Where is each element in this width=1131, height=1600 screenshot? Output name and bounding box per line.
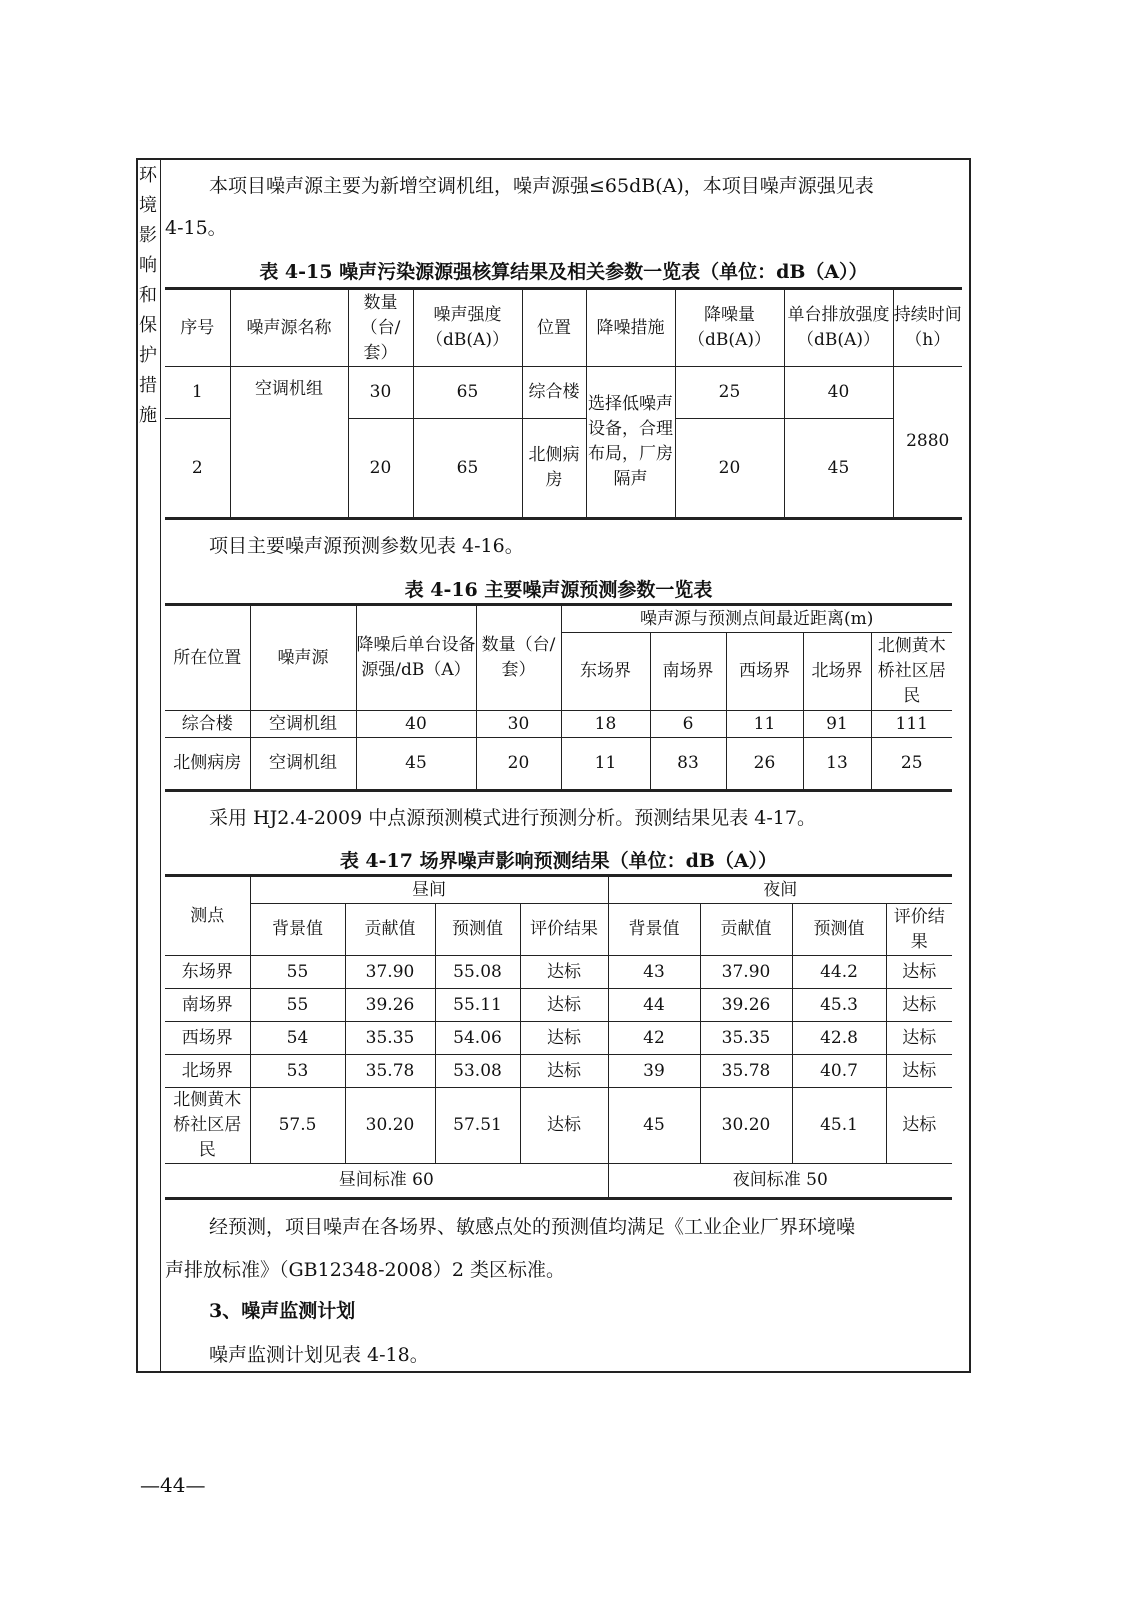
intro-line1: 本项目噪声源主要为新增空调机组，噪声源强≤65dB(A)，本项目噪声源强见表 <box>209 175 874 197</box>
header-cell: 测点 <box>165 876 250 956</box>
cell: 11 <box>726 711 803 738</box>
table-4-15-caption: 表 4-15 噪声污染源源强核算结果及相关参数一览表（单位：dB（A）） <box>259 261 868 283</box>
header-cell: 北场界 <box>803 633 871 711</box>
cell: 30.20 <box>345 1088 435 1164</box>
cell: 综合楼 <box>522 367 586 419</box>
table-4-16 <box>165 603 952 792</box>
header-cell: 背景值 <box>250 904 345 956</box>
side-char: 境 <box>139 195 157 216</box>
cell: 30 <box>476 711 561 738</box>
cell: 55 <box>250 956 345 989</box>
table-4-15 <box>165 287 962 520</box>
cell: 13 <box>803 738 871 791</box>
cell: 55.11 <box>435 989 520 1022</box>
header-cell: 预测值 <box>435 904 520 956</box>
cell: 26 <box>726 738 803 791</box>
cell: 57.51 <box>435 1088 520 1164</box>
cell: 达标 <box>520 1055 608 1088</box>
cell: 40.7 <box>792 1055 886 1088</box>
day-standard: 昼间标准 60 <box>165 1164 608 1199</box>
header-cell: 夜间 <box>608 876 952 904</box>
side-char: 措 <box>139 375 157 396</box>
cell: 55 <box>250 989 345 1022</box>
cell: 达标 <box>886 1022 952 1055</box>
cell: 37.90 <box>345 956 435 989</box>
cell: 39.26 <box>345 989 435 1022</box>
table-4-17-caption: 表 4-17 场界噪声影响预测结果（单位：dB（A）） <box>339 850 778 872</box>
point-cell: 东场界 <box>165 956 250 989</box>
side-char: 保 <box>139 315 157 336</box>
point-cell: 西场界 <box>165 1022 250 1055</box>
header-cell: 噪声源 <box>250 605 356 711</box>
cell: 2880 <box>893 367 962 519</box>
cell: 45.3 <box>792 989 886 1022</box>
cell: 45 <box>356 738 476 791</box>
cell: 35.35 <box>345 1022 435 1055</box>
cell: 达标 <box>520 956 608 989</box>
cell: 1 <box>165 367 230 419</box>
section-side-label <box>138 160 161 1371</box>
table-row <box>165 989 952 1022</box>
cell: 35.78 <box>700 1055 792 1088</box>
cell: 39.26 <box>700 989 792 1022</box>
side-char: 影 <box>139 225 157 246</box>
cell: 35.35 <box>700 1022 792 1055</box>
cell: 25 <box>871 738 952 791</box>
header-cell: 东场界 <box>561 633 650 711</box>
header-cell: 单台排放强度（dB(A)） <box>784 289 893 367</box>
cell: 65 <box>413 367 522 419</box>
header-cell: 数量（台/套） <box>476 605 561 711</box>
cell: 18 <box>561 711 650 738</box>
header-cell: 序号 <box>165 289 230 367</box>
cell: 综合楼 <box>165 711 250 738</box>
cell: 111 <box>871 711 952 738</box>
cell: 空调机组 <box>230 367 348 519</box>
cell: 11 <box>561 738 650 791</box>
header-cell: 持续时间（h） <box>893 289 962 367</box>
side-char: 环 <box>139 165 157 186</box>
cell: 达标 <box>520 1088 608 1164</box>
cell: 53.08 <box>435 1055 520 1088</box>
header-cell: 评价结果 <box>520 904 608 956</box>
cell: 65 <box>413 419 522 519</box>
side-char: 和 <box>139 285 157 306</box>
cell: 达标 <box>886 1055 952 1088</box>
cell: 20 <box>348 419 413 519</box>
cell: 达标 <box>520 989 608 1022</box>
cell: 57.5 <box>250 1088 345 1164</box>
paragraph-line2: 声排放标准》（GB12348-2008）2 类区标准。 <box>165 1259 565 1281</box>
cell: 44 <box>608 989 700 1022</box>
side-char: 响 <box>139 255 157 276</box>
header-cell: 贡献值 <box>345 904 435 956</box>
cell: 91 <box>803 711 871 738</box>
cell: 44.2 <box>792 956 886 989</box>
paragraph: 噪声监测计划见表 4-18。 <box>209 1344 429 1366</box>
cell: 达标 <box>886 989 952 1022</box>
header-cell: 北侧黄木桥社区居民 <box>871 633 952 711</box>
cell: 37.90 <box>700 956 792 989</box>
cell: 45.1 <box>792 1088 886 1164</box>
cell: 54.06 <box>435 1022 520 1055</box>
cell: 20 <box>476 738 561 791</box>
cell: 30.20 <box>700 1088 792 1164</box>
cell: 35.78 <box>345 1055 435 1088</box>
cell: 53 <box>250 1055 345 1088</box>
header-cell: 噪声强度（dB(A)） <box>413 289 522 367</box>
side-char: 护 <box>139 345 157 366</box>
cell: 54 <box>250 1022 345 1055</box>
table-row <box>165 711 952 738</box>
point-cell: 北场界 <box>165 1055 250 1088</box>
intro-line2: 4-15。 <box>165 217 227 239</box>
header-cell: 噪声源与预测点间最近距离(m) <box>561 605 952 633</box>
page-number: —44— <box>140 1473 206 1497</box>
paragraph: 项目主要噪声源预测参数见表 4-16。 <box>209 535 524 557</box>
point-cell: 南场界 <box>165 989 250 1022</box>
header-cell: 昼间 <box>250 876 608 904</box>
header-cell: 位置 <box>522 289 586 367</box>
cell: 42 <box>608 1022 700 1055</box>
cell: 39 <box>608 1055 700 1088</box>
cell: 40 <box>784 367 893 419</box>
header-cell: 降噪量（dB(A)） <box>675 289 784 367</box>
table-row <box>165 1022 952 1055</box>
table-4-17 <box>165 874 952 1200</box>
table-row <box>165 1055 952 1088</box>
cell: 83 <box>650 738 726 791</box>
night-standard: 夜间标准 50 <box>608 1164 952 1199</box>
cell: 25 <box>675 367 784 419</box>
point-cell: 北侧黄木桥社区居民 <box>165 1088 250 1164</box>
header-cell: 数量（台/套） <box>348 289 413 367</box>
cell: 2 <box>165 419 230 519</box>
cell: 选择低噪声设备，合理布局，厂房隔声 <box>586 367 675 519</box>
header-cell: 评价结果 <box>886 904 952 956</box>
table-row <box>165 367 962 419</box>
cell: 40 <box>356 711 476 738</box>
cell: 45 <box>608 1088 700 1164</box>
cell: 达标 <box>886 956 952 989</box>
cell: 空调机组 <box>250 711 356 738</box>
header-cell: 背景值 <box>608 904 700 956</box>
cell: 55.08 <box>435 956 520 989</box>
table-row <box>165 738 952 791</box>
header-cell: 降噪后单台设备源强/dB（A） <box>356 605 476 711</box>
table-4-16-caption: 表 4-16 主要噪声源预测参数一览表 <box>404 579 713 601</box>
section-heading: 3、噪声监测计划 <box>209 1300 356 1322</box>
header-cell: 所在位置 <box>165 605 250 711</box>
side-char: 施 <box>139 405 157 426</box>
header-cell: 南场界 <box>650 633 726 711</box>
cell: 达标 <box>520 1022 608 1055</box>
cell: 6 <box>650 711 726 738</box>
cell: 北侧病房 <box>522 419 586 519</box>
cell: 43 <box>608 956 700 989</box>
cell: 20 <box>675 419 784 519</box>
cell: 北侧病房 <box>165 738 250 791</box>
cell: 42.8 <box>792 1022 886 1055</box>
paragraph-line1: 经预测，项目噪声在各场界、敏感点处的预测值均满足《工业企业厂界环境噪 <box>209 1216 856 1238</box>
cell: 空调机组 <box>250 738 356 791</box>
header-cell: 噪声源名称 <box>230 289 348 367</box>
table-row <box>165 956 952 989</box>
header-cell: 降噪措施 <box>586 289 675 367</box>
paragraph: 采用 HJ2.4-2009 中点源预测模式进行预测分析。预测结果见表 4-17。 <box>209 807 816 829</box>
cell: 45 <box>784 419 893 519</box>
cell: 30 <box>348 367 413 419</box>
header-cell: 西场界 <box>726 633 803 711</box>
table-row <box>165 1088 952 1164</box>
header-cell: 贡献值 <box>700 904 792 956</box>
cell: 达标 <box>886 1088 952 1164</box>
header-cell: 预测值 <box>792 904 886 956</box>
